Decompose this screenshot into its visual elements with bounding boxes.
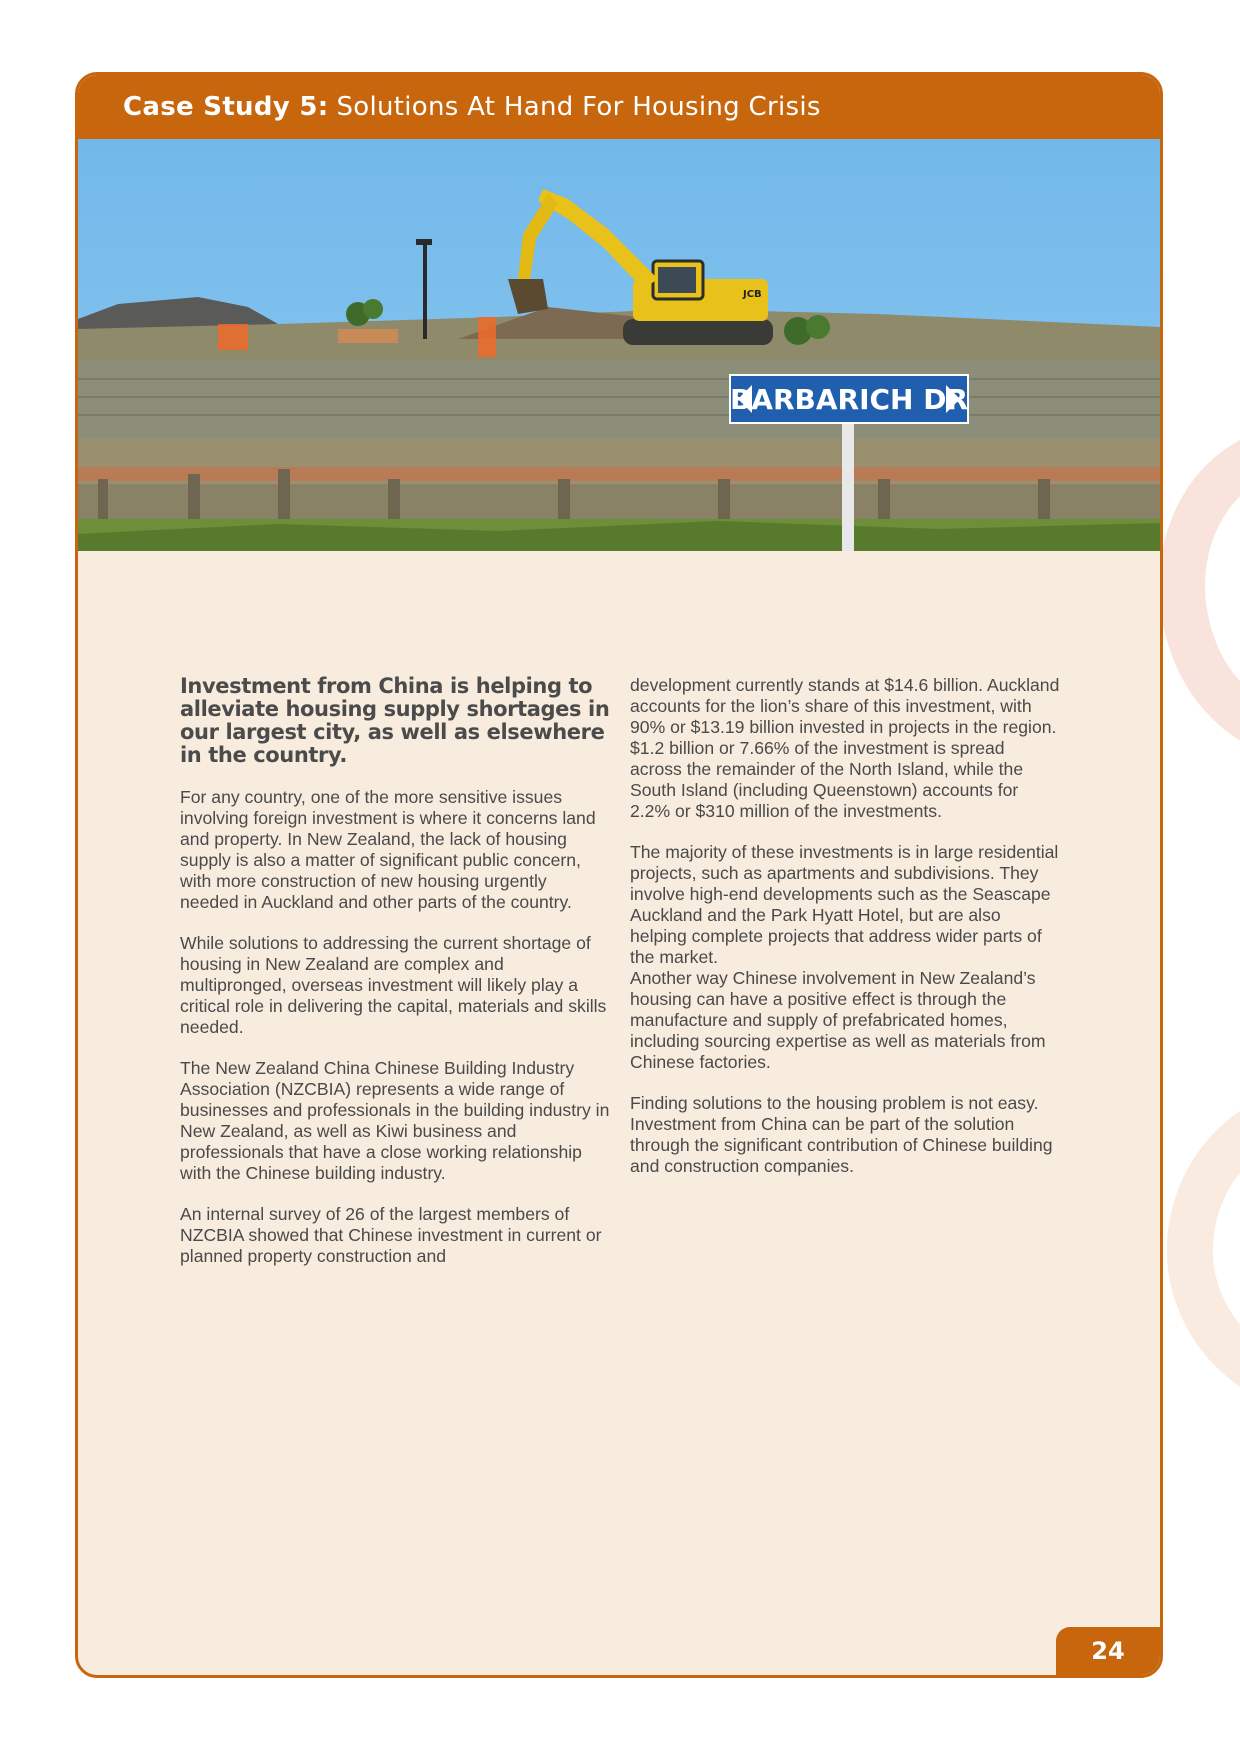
body-paragraph: An internal survey of 26 of the largest members of NZCBIA showed that Chinese investment in current or planned property construction and: [180, 1204, 602, 1266]
street-sign-text: BARBARICH DR: [729, 383, 969, 416]
intro-paragraph: Investment from China is helping to alleviate housing supply shortages in our largest city, as well as elsewhere in the country.: [180, 674, 610, 767]
decorative-ring-shape: [1158, 1100, 1240, 1400]
case-study-title: Solutions At Hand For Housing Crisis: [336, 92, 821, 122]
body-paragraph: Another way Chinese involvement in New Zealand’s housing can have a positive effect is through the manufacture and supply of prefabricated homes, including sourcing expertise as well as materials from Chinese factories.: [630, 968, 1046, 1072]
case-study-label: Case Study 5:: [123, 92, 329, 122]
case-study-header: [78, 75, 1160, 139]
body-paragraph: For any country, one of the more sensitive issues involving foreign investment is where it concerns land and property. In New Zealand, the lack of housing supply is also a matter of significant public concern, with more construction of new housing urgently needed in Auckland and other parts of the country.: [180, 787, 596, 912]
body-paragraph: While solutions to addressing the current shortage of housing in New Zealand are complex and multipronged, overseas investment will likely play a critical role in delivering the capital, materials and skills needed.: [180, 933, 607, 1037]
case-study-panel: [75, 72, 1163, 1678]
article-column-left: [180, 675, 610, 1287]
body-paragraph: The New Zealand China Chinese Building Industry Association (NZCBIA) represents a wide range of businesses and professionals in the building industry in New Zealand, as well as Kiwi business and professionals that have a close working relationship with the Chinese building industry.: [180, 1058, 610, 1183]
article-column-right: [630, 675, 1060, 1197]
body-paragraph: The majority of these investments is in large residential projects, such as apartments and subdivisions. They involve high-end developments such as the Seascape Auckland and the Park Hyatt Hotel, but are also helping complete projects that address wider parts of the market.: [630, 842, 1059, 967]
page-number: 24: [1056, 1627, 1160, 1675]
excavator-brand-text: JCB: [743, 289, 762, 300]
decorative-ring-shape: [1158, 430, 1240, 760]
body-paragraph: Finding solutions to the housing problem is not easy. Investment from China can be part of the solution through the significant contribution of Chinese building and construction companies.: [630, 1093, 1053, 1176]
construction-site-photo: [78, 139, 1160, 551]
body-paragraph: development currently stands at $14.6 billion. Auckland accounts for the lion’s share of this investment, with 90% or $13.19 billion invested in projects in the region. $1.2 billion or 7.66% of the investment is spread across the remainder of the North Island, while the South Island (including Queenstown) accounts for 2.2% or $310 million of the investments.: [630, 675, 1060, 821]
